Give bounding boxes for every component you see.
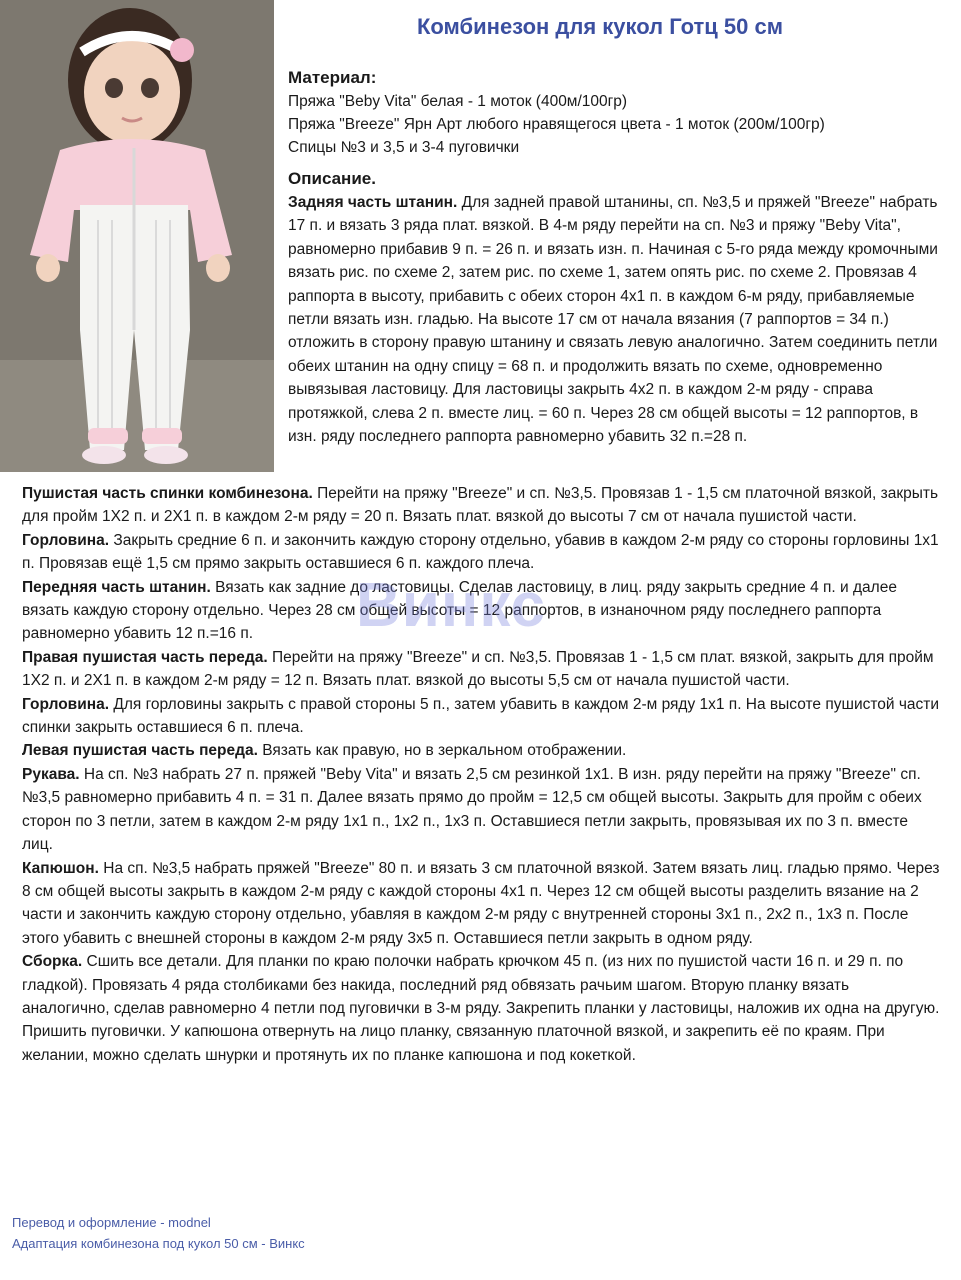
section-paragraph [22, 646, 940, 693]
material-line: Спицы №3 и 3,5 и 3-4 пуговички [288, 139, 520, 156]
section-title: Сборка. [22, 953, 83, 971]
section-title: Правая пушистая часть переда. [22, 648, 268, 666]
section-title: Рукава. [22, 765, 80, 783]
section-title: Левая пушистая часть переда. [22, 742, 258, 760]
back-legs-paragraph [288, 191, 948, 448]
section-paragraph [22, 857, 940, 951]
material-line: Пряжа "Beby Vita" белая - 1 моток (400м/100гр) [288, 93, 628, 110]
footer [12, 1212, 305, 1254]
section-text: Перейти на пряжу "Breeze" и сп. №3,5. Провязав 1 - 1,5 см платочной вязкой, закрыть для пройм 1Х2 п. и 2Х1 п. в каждом 2-м ряду = 20 п. Вязать плат. вязкой до высоты 7 см от начала пушистой части. [22, 485, 939, 526]
section-paragraph [22, 693, 940, 740]
watermark: Винкс [356, 571, 547, 640]
section-text: Вязать как задние до ластовицы. Сделав ластовицу, в лиц. ряду закрыть средние 4 п. и далее вязать каждую сторону отдельно. Через 28 см общей высоты = 12 раппортов, в изнаночном ряду последнего раппорта равномерно убавить 12 п.=16 п. [22, 578, 897, 643]
section-title: Горловина. [22, 695, 110, 713]
section-text: Сшить все детали. Для планки по краю полочки набрать крючком 45 п. (из них по пушистой части 16 п. и 29 п. по гладкой). Провязать 4 ряда столбиками без накида, последний ряд обвязать рачьим шагом. Вторую планку вязать аналогично, сделав равномерно 4 петли под пуговички в 3-м ряду. Закрепить планки у ластовицы, наложив их одна на другую. Пришить пуговички. У капюшона отвернуть на лицо планку, связанную платочной вязкой, и закрепить её по краям. При желании, можно сделать шнурки и протянуть их по планке капюшона и под кокеткой. [22, 953, 940, 1064]
section-paragraph [22, 763, 940, 857]
material-line: Пряжа "Breeze" Ярн Арт любого нравящегося цвета - 1 моток (200м/100гр) [288, 116, 825, 133]
section-title: Капюшон. [22, 859, 99, 877]
section-title: Передняя часть штанин. [22, 578, 211, 596]
section-paragraph [22, 950, 940, 1067]
description-heading: Описание. [288, 169, 376, 188]
section-text: Для задней правой штанины, сп. №3,5 и пряжей "Breeze" набрать 17 п. и вязать 3 ряда плат. вязкой. В 4-м ряду перейти на сп. №3 и пряжу "Beby Vita", равномерно прибавив 9 п. = 26 п. и вязать изн. п. Начиная с 5-го ряда между кромочными вязать рис. по схеме 2, затем рис. по схеме 1, затем опять рис. по схеме 2. Провязав 4 раппорта в высоту, прибавить с обеих сторон 4х1 п. в каждом 6-м ряду, прибавляемые петли вязать изн. гладью. На высоте 17 см от начала вязания (7 раппортов = 34 п.) отложить в сторону правую штанину и связать левую аналогично. Затем соединить петли обеих штанин на одну спицу = 68 п. и продолжить вязать по схеме, одновременно вывязывая ластовицу. Для ластовицы закрыть 4х2 п. в каждом 2-м ряду - справа протяжкой, слева 2 п. вместе лиц. = 60 п. Через 28 см общей высоты = 12 раппортов, в изн. ряду последнего раппорта равномерно убавить 32 п.=28 п. [288, 194, 938, 446]
section-title: Пушистая часть спинки комбинезона. [22, 485, 313, 502]
section-paragraph [22, 482, 940, 529]
section-paragraph [22, 529, 940, 576]
section-text: Перейти на пряжу "Breeze" и сп. №3,5. Провязав 1 - 1,5 см плат. вязкой, закрыть для пройм 1Х2 п. и 2Х1 п. в каждом 2-м ряду = 12 п. Вязать плат. вязкой до высоты 5,5 см от начала пушистой части. [22, 648, 934, 690]
section-title: Горловина. [22, 531, 110, 549]
footer-credit: Адаптация комбинезона под кукол 50 см - Винкс [12, 1236, 305, 1251]
footer-credit: Перевод и оформление - modnel [12, 1215, 211, 1230]
doll-photo [0, 0, 274, 472]
section-text: На сп. №3,5 набрать пряжей "Breeze" 80 п. и вязать 3 см платочной вязкой. Затем вязать лиц. гладью прямо. Через 8 см общей высоты закрыть в каждом 2-м ряду с каждой стороны 4х1 п. Через 12 см общей высоты разделить вязание на 2 части и закончить каждую сторону отдельно, убавляя в каждом 2-м ряду с внутренней стороны 3х1 п., 2х2 п., 1х3 п. После этого убавить с внешней стороны в каждом 2-м ряду 3х5 п. Оставшиеся петли закрыть в одном ряду. [22, 859, 940, 947]
page-title: Комбинезон для кукол Готц 50 см [416, 14, 784, 39]
doll-illustration [0, 0, 274, 472]
section-paragraph [22, 739, 940, 762]
section-text: Для горловины закрыть с правой стороны 5 п., затем убавить в каждом 2-м ряду 1х1 п. На высоте пушистой части спинки закрыть оставшиеся 6 п. плеча. [22, 695, 940, 737]
material-heading: Материал: [288, 68, 377, 87]
section-text: Вязать как правую, но в зеркальном отображении. [257, 742, 627, 760]
section-title: Задняя часть штанин. [288, 194, 458, 211]
section-text: Закрыть средние 6 п. и закончить каждую сторону отдельно, убавив в каждом 2-м ряду со стороны горловины 1х1 п. Провязав ещё 1,5 см прямо закрыть оставшиеся 6 п. каждого плеча. [22, 531, 939, 573]
section-text: На сп. №3 набрать 27 п. пряжей "Beby Vita" и вязать 2,5 см резинкой 1х1. В изн. ряду перейти на пряжу "Breeze" сп. №3,5 равномерно прибавить 4 п. = 31 п. Далее вязать прямо до пройм = 12,5 см общей высоты. Закрыть для пройм с обеих сторон по 3 петли, затем в каждом 2-м ряду 1х1 п., 1х2 п., 1х3 п. Оставшиеся петли закрыть, провязывая их по 3 п. вместе лиц. [22, 765, 922, 854]
instructions-block [22, 482, 940, 1067]
intro-block [288, 66, 948, 448]
section-paragraph [22, 576, 940, 646]
